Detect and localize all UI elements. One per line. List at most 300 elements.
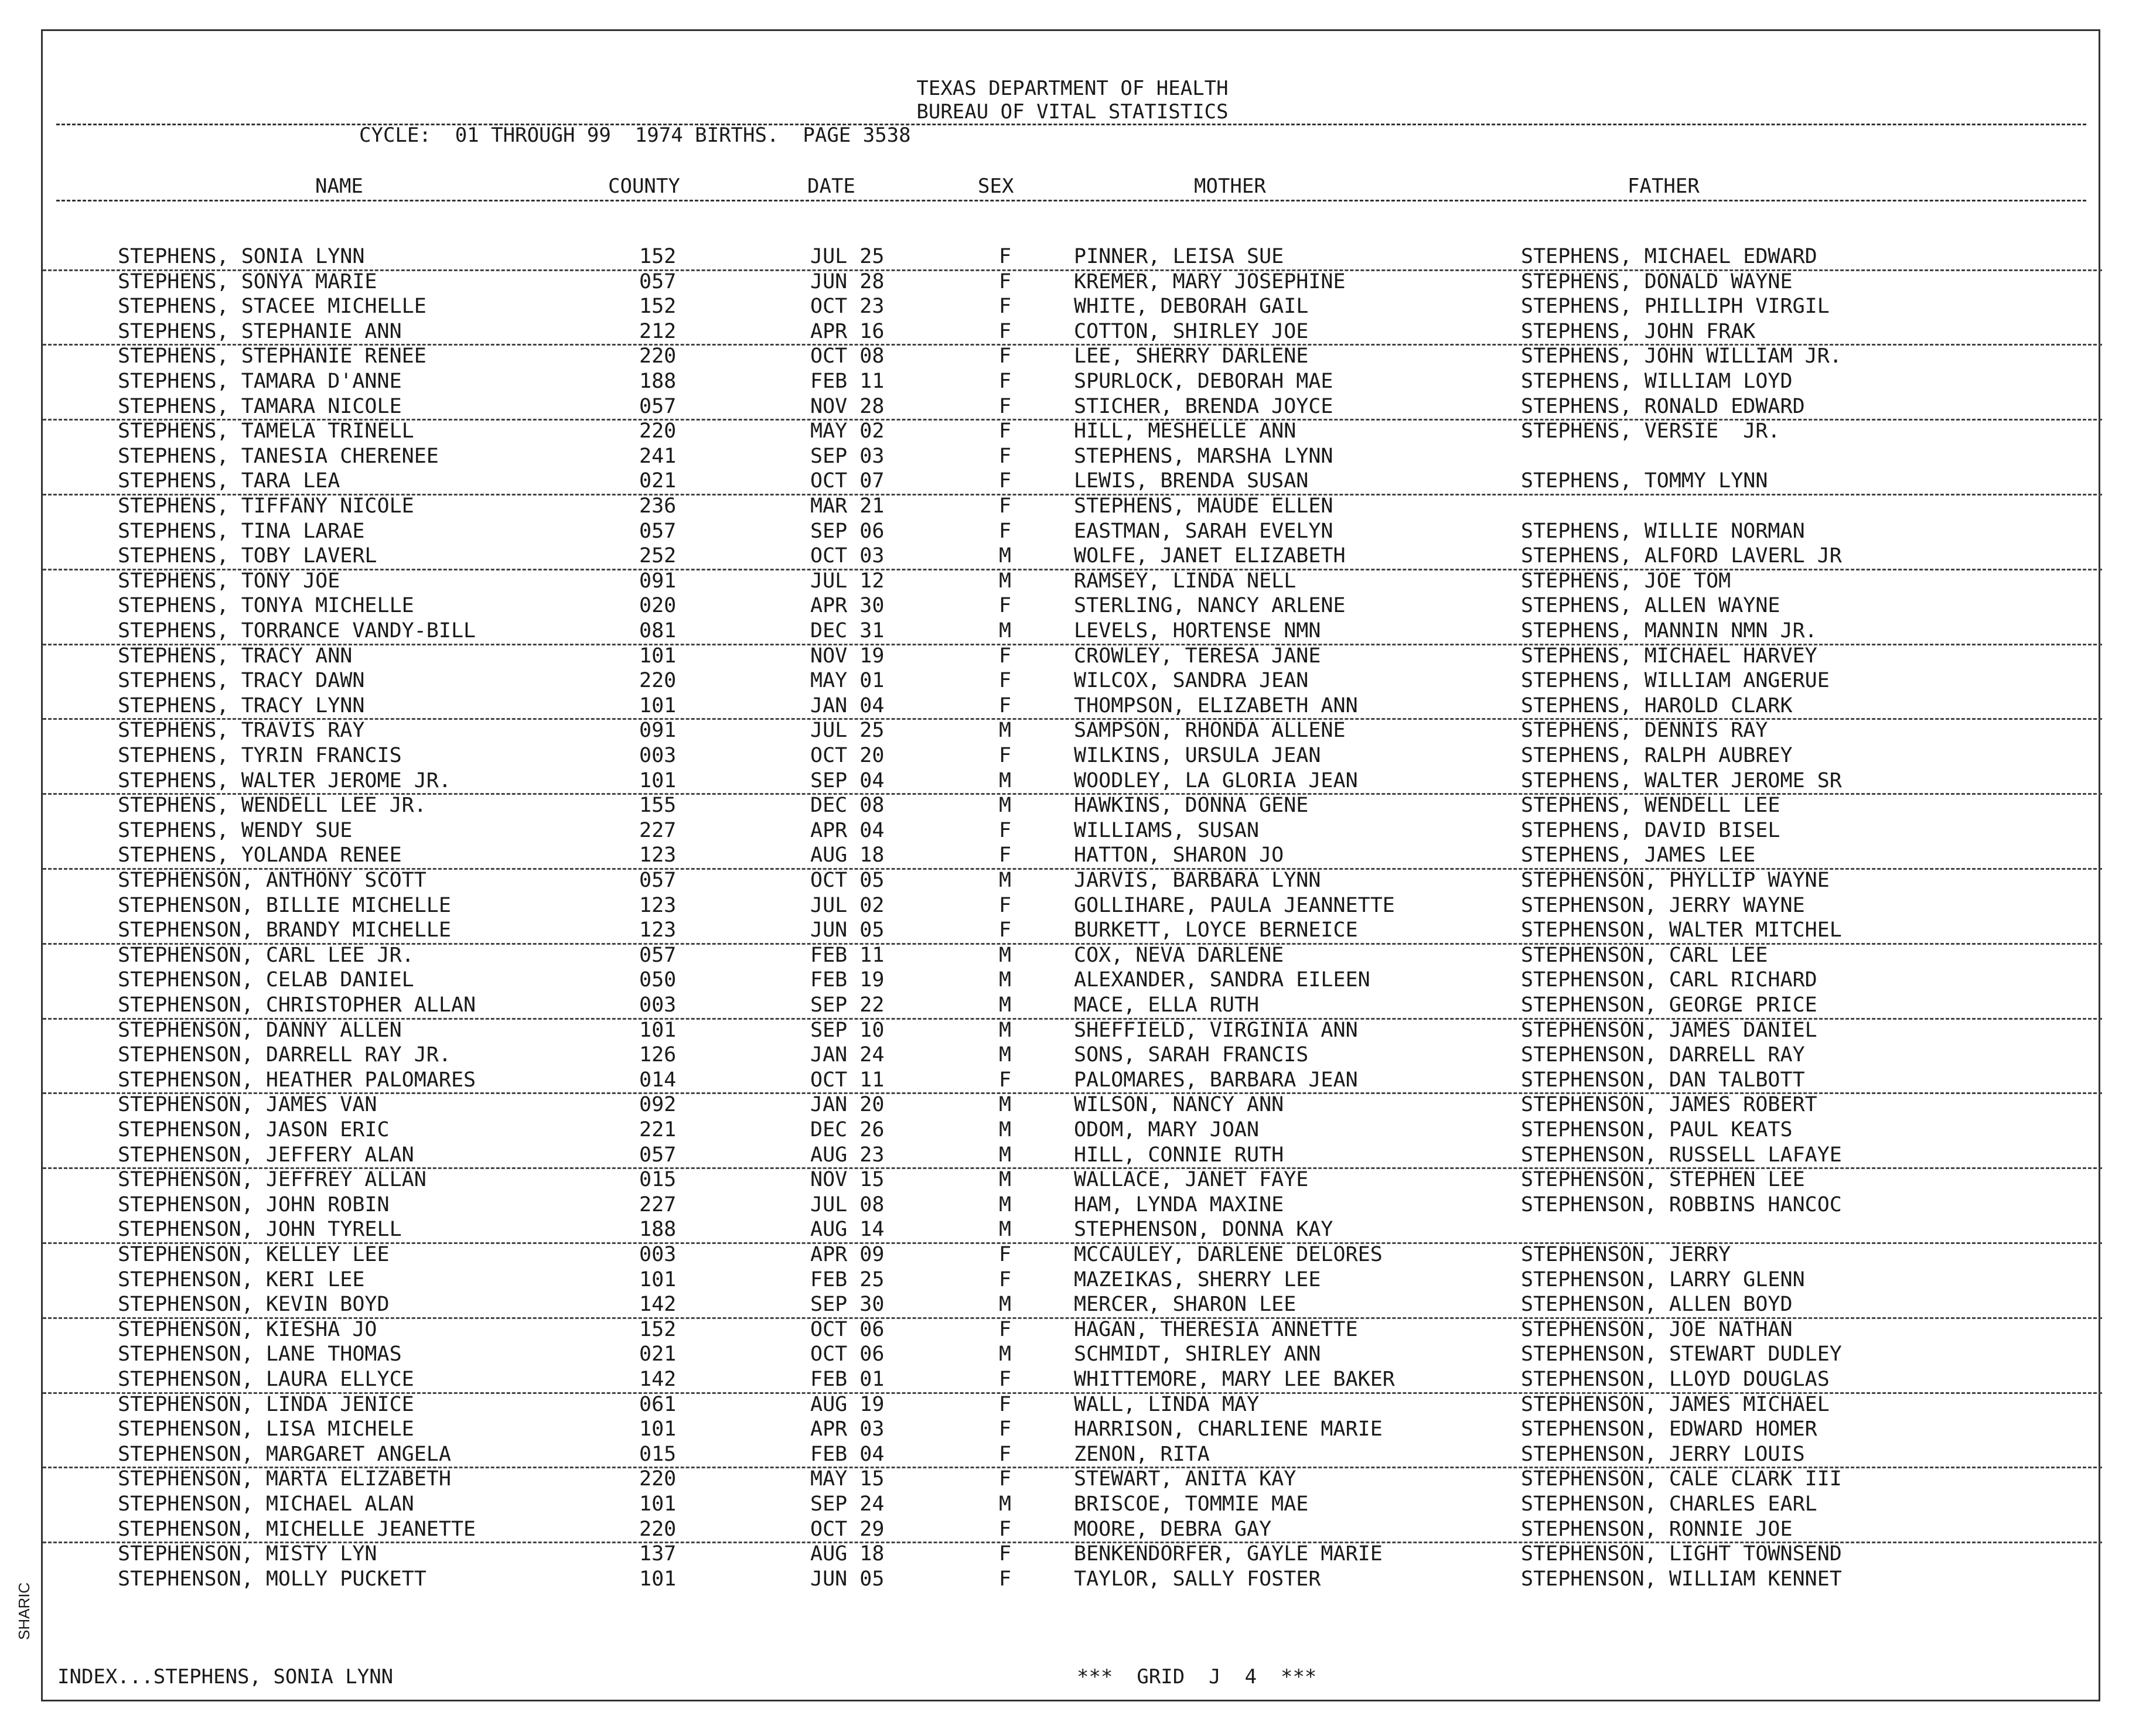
record-county: 227 (639, 818, 677, 842)
record-sex: F (999, 1243, 1012, 1266)
record-sex: M (999, 869, 1012, 892)
record-row (43, 644, 2102, 669)
record-mother: STERLING, NANCY ARLENE (1074, 594, 1346, 618)
record-father: STEPHENS, MICHAEL EDWARD (1521, 245, 1817, 268)
record-row (43, 1467, 2102, 1492)
record-sex: F (999, 469, 1012, 493)
record-name: STEPHENSON, ANTHONY SCOTT (118, 869, 427, 892)
record-row (43, 1267, 2102, 1293)
record-sex: F (999, 1267, 1012, 1291)
index-footer: INDEX...STEPHENS, SONIA LYNN (57, 1665, 394, 1689)
record-sex: F (999, 494, 1012, 518)
record-mother: COX, NEVA DARLENE (1074, 943, 1284, 967)
record-sex: F (999, 269, 1012, 293)
record-county: 188 (639, 1218, 677, 1242)
record-name: STEPHENS, WENDY SUE (118, 818, 353, 842)
record-county: 220 (639, 1467, 677, 1491)
record-mother: WILKINS, URSULA JEAN (1074, 744, 1321, 767)
record-name: STEPHENSON, JEFFERY ALAN (118, 1143, 414, 1167)
record-date: JUN 05 (810, 918, 885, 942)
record-name: STEPHENSON, JAMES VAN (118, 1093, 377, 1117)
record-date: FEB 11 (810, 943, 885, 967)
record-date: DEC 31 (810, 619, 885, 643)
record-sex: M (999, 619, 1012, 643)
record-row (43, 244, 2102, 271)
record-date: JAN 24 (810, 1043, 885, 1067)
record-date: OCT 06 (810, 1342, 885, 1366)
record-name: STEPHENSON, KERI LEE (118, 1267, 365, 1291)
record-mother: BRISCOE, TOMMIE MAE (1074, 1492, 1309, 1516)
record-name: STEPHENS, TARA LEA (118, 469, 340, 493)
record-name: STEPHENS, TYRIN FRANCIS (118, 744, 402, 767)
record-mother: WOODLEY, LA GLORIA JEAN (1074, 768, 1358, 792)
record-mother: LEE, SHERRY DARLENE (1074, 344, 1309, 368)
record-name: STEPHENSON, MARGARET ANGELA (118, 1442, 451, 1466)
record-county: 021 (639, 469, 677, 493)
record-sex: M (999, 1143, 1012, 1167)
side-mark: SHARIC (15, 1582, 33, 1640)
record-sex: M (999, 968, 1012, 992)
record-county: 057 (639, 869, 677, 892)
record-row (43, 1492, 2102, 1517)
record-sex: M (999, 768, 1012, 792)
record-mother: HILL, MESHELLE ANN (1074, 419, 1297, 443)
record-county: 221 (639, 1118, 677, 1142)
record-county: 014 (639, 1068, 677, 1092)
record-row (43, 743, 2102, 768)
record-name: STEPHENSON, DARRELL RAY JR. (118, 1043, 451, 1067)
record-sex: M (999, 1118, 1012, 1142)
record-row (43, 693, 2102, 720)
agency-title: TEXAS DEPARTMENT OF HEALTH (916, 77, 1229, 100)
col-header-sex: SEX (978, 175, 1014, 198)
record-mother: STEPHENS, MARSHA LYNN (1074, 444, 1333, 468)
record-mother: STEPHENSON, DONNA KAY (1074, 1218, 1333, 1242)
record-father: STEPHENS, ALFORD LAVERL JR (1521, 544, 1842, 568)
record-father: STEPHENSON, JOE NATHAN (1521, 1317, 1793, 1341)
record-county: 142 (639, 1293, 677, 1317)
record-date: OCT 06 (810, 1317, 885, 1341)
record-sex: M (999, 1168, 1012, 1192)
record-mother: MERCER, SHARON LEE (1074, 1293, 1297, 1317)
record-county: 101 (639, 693, 677, 717)
record-row (43, 1143, 2102, 1170)
record-name: STEPHENSON, JASON ERIC (118, 1118, 390, 1142)
record-father: STEPHENS, TOMMY LYNN (1521, 469, 1768, 493)
record-date: JUL 25 (810, 719, 885, 743)
record-father: STEPHENS, DONALD WAYNE (1521, 269, 1793, 293)
record-row (43, 768, 2102, 795)
record-date: SEP 30 (810, 1293, 885, 1317)
record-sex: F (999, 370, 1012, 393)
record-sex: F (999, 245, 1012, 268)
column-header-rule (56, 200, 2086, 201)
record-mother: HAM, LYNDA MAXINE (1074, 1192, 1284, 1216)
record-sex: F (999, 669, 1012, 693)
record-mother: JARVIS, BARBARA LYNN (1074, 869, 1321, 892)
record-name: STEPHENSON, LANE THOMAS (118, 1342, 402, 1366)
record-county: 057 (639, 1143, 677, 1167)
record-father: STEPHENSON, ROBBINS HANCOC (1521, 1192, 1842, 1216)
record-father: STEPHENS, MICHAEL HARVEY (1521, 644, 1817, 668)
record-mother: WILLIAMS, SUSAN (1074, 818, 1260, 842)
record-mother: WALL, LINDA MAY (1074, 1392, 1260, 1416)
record-row (43, 918, 2102, 945)
record-mother: STICHER, BRENDA JOYCE (1074, 394, 1333, 418)
record-mother: HAGAN, THERESIA ANNETTE (1074, 1317, 1358, 1341)
record-name: STEPHENS, STEPHANIE RENEE (118, 344, 427, 368)
record-county: 057 (639, 519, 677, 543)
record-date: SEP 04 (810, 768, 885, 792)
record-name: STEPHENS, SONYA MARIE (118, 269, 377, 293)
record-father: STEPHENS, RALPH AUBREY (1521, 744, 1793, 767)
record-father: STEPHENS, JOE TOM (1521, 569, 1731, 593)
record-father: STEPHENSON, ALLEN BOYD (1521, 1293, 1793, 1317)
record-sex: F (999, 1317, 1012, 1341)
record-sex: F (999, 444, 1012, 468)
record-county: 020 (639, 594, 677, 618)
record-mother: SAMPSON, RHONDA ALLENE (1074, 719, 1346, 743)
record-date: JUL 02 (810, 893, 885, 917)
record-date: SEP 06 (810, 519, 885, 543)
record-father: STEPHENS, DENNIS RAY (1521, 719, 1768, 743)
record-date: AUG 23 (810, 1143, 885, 1167)
record-county: 091 (639, 719, 677, 743)
record-row (43, 1517, 2102, 1544)
col-header-father: FATHER (1628, 175, 1700, 198)
record-mother: WHITTEMORE, MARY LEE BAKER (1074, 1368, 1395, 1391)
record-father: STEPHENSON, CARL RICHARD (1521, 968, 1817, 992)
record-mother: HATTON, SHARON JO (1074, 843, 1284, 867)
record-row (43, 469, 2102, 495)
record-row (43, 843, 2102, 870)
record-sex: M (999, 1018, 1012, 1042)
record-name: STEPHENSON, CELAB DANIEL (118, 968, 414, 992)
record-date: JUN 28 (810, 269, 885, 293)
record-row (43, 1167, 2102, 1192)
record-date: APR 09 (810, 1243, 885, 1266)
record-name: STEPHENS, YOLANDA RENEE (118, 843, 402, 867)
record-date: OCT 05 (810, 869, 885, 892)
record-sex: M (999, 993, 1012, 1017)
record-sex: M (999, 943, 1012, 967)
record-name: STEPHENS, TINA LARAE (118, 519, 365, 543)
record-name: STEPHENS, TRAVIS RAY (118, 719, 365, 743)
record-sex: M (999, 1342, 1012, 1366)
record-father: STEPHENS, JOHN WILLIAM JR. (1521, 344, 1842, 368)
record-date: SEP 22 (810, 993, 885, 1017)
record-county: 101 (639, 1492, 677, 1516)
col-header-county: COUNTY (608, 175, 680, 198)
record-sex: F (999, 1068, 1012, 1092)
record-name: STEPHENS, WALTER JEROME JR. (118, 768, 451, 792)
record-date: APR 04 (810, 818, 885, 842)
record-name: STEPHENSON, KIESHA JO (118, 1317, 377, 1341)
record-county: 142 (639, 1368, 677, 1391)
record-date: SEP 10 (810, 1018, 885, 1042)
record-row (43, 394, 2102, 421)
record-father: STEPHENSON, RONNIE JOE (1521, 1517, 1793, 1541)
record-row (43, 943, 2102, 968)
record-father: STEPHENS, WILLIAM ANGERUE (1521, 669, 1830, 693)
record-father: STEPHENSON, GEORGE PRICE (1521, 993, 1817, 1017)
record-father: STEPHENS, MANNIN NMN JR. (1521, 619, 1817, 643)
record-row (43, 1068, 2102, 1095)
record-sex: F (999, 693, 1012, 717)
record-sex: F (999, 1417, 1012, 1441)
record-sex: M (999, 1218, 1012, 1242)
record-name: STEPHENSON, LISA MICHELE (118, 1417, 414, 1441)
record-date: APR 16 (810, 319, 885, 343)
record-row (43, 618, 2102, 645)
record-mother: LEWIS, BRENDA SUSAN (1074, 469, 1309, 493)
record-date: SEP 24 (810, 1492, 885, 1516)
record-father: STEPHENSON, JAMES MICHAEL (1521, 1392, 1830, 1416)
col-header-mother: MOTHER (1194, 175, 1266, 198)
record-date: FEB 11 (810, 370, 885, 393)
record-name: STEPHENS, WENDELL LEE JR. (118, 794, 427, 818)
record-mother: ALEXANDER, SANDRA EILEEN (1074, 968, 1370, 992)
record-county: 123 (639, 893, 677, 917)
record-date: AUG 18 (810, 1542, 885, 1566)
record-father: STEPHENS, HAROLD CLARK (1521, 693, 1793, 717)
record-date: MAY 02 (810, 419, 885, 443)
record-name: STEPHENS, STACEE MICHELLE (118, 295, 427, 319)
record-name: STEPHENS, TAMARA NICOLE (118, 394, 402, 418)
record-name: STEPHENSON, MICHAEL ALAN (118, 1492, 414, 1516)
record-date: APR 30 (810, 594, 885, 618)
record-county: 227 (639, 1192, 677, 1216)
record-name: STEPHENSON, HEATHER PALOMARES (118, 1068, 476, 1092)
record-name: STEPHENS, STEPHANIE ANN (118, 319, 402, 343)
record-date: MAY 15 (810, 1467, 885, 1491)
record-sex: F (999, 1467, 1012, 1491)
record-row (43, 494, 2102, 519)
record-date: OCT 29 (810, 1517, 885, 1541)
record-sex: M (999, 544, 1012, 568)
record-father: STEPHENSON, JERRY WAYNE (1521, 893, 1805, 917)
record-date: FEB 19 (810, 968, 885, 992)
record-row (43, 1018, 2102, 1043)
record-name: STEPHENSON, MOLLY PUCKETT (118, 1567, 427, 1591)
record-name: STEPHENSON, KEVIN BOYD (118, 1293, 390, 1317)
record-county: 091 (639, 569, 677, 593)
record-row (43, 1442, 2102, 1469)
record-father: STEPHENSON, LIGHT TOWNSEND (1521, 1542, 1842, 1566)
record-county: 152 (639, 1317, 677, 1341)
record-sex: M (999, 1492, 1012, 1516)
record-county: 220 (639, 1517, 677, 1541)
record-mother: MACE, ELLA RUTH (1074, 993, 1260, 1017)
record-name: STEPHENS, TIFFANY NICOLE (118, 494, 414, 518)
record-name: STEPHENS, TAMARA D'ANNE (118, 370, 402, 393)
record-name: STEPHENSON, JOHN ROBIN (118, 1192, 390, 1216)
record-county: 152 (639, 295, 677, 319)
record-date: FEB 04 (810, 1442, 885, 1466)
record-father: STEPHENSON, STEPHEN LEE (1521, 1168, 1805, 1192)
record-father: STEPHENSON, LLOYD DOUGLAS (1521, 1368, 1830, 1391)
record-date: JUL 12 (810, 569, 885, 593)
record-name: STEPHENSON, MISTY LYN (118, 1542, 377, 1566)
record-mother: STEWART, ANITA KAY (1074, 1467, 1297, 1491)
record-father: STEPHENS, WILLIE NORMAN (1521, 519, 1805, 543)
record-county: 101 (639, 644, 677, 668)
record-date: JUL 08 (810, 1192, 885, 1216)
record-county: 126 (639, 1043, 677, 1067)
record-mother: ZENON, RITA (1074, 1442, 1210, 1466)
record-sex: F (999, 319, 1012, 343)
record-mother: WILCOX, SANDRA JEAN (1074, 669, 1309, 693)
record-father: STEPHENSON, PAUL KEATS (1521, 1118, 1793, 1142)
record-county: 152 (639, 245, 677, 268)
record-row (43, 1392, 2102, 1417)
record-mother: MAZEIKAS, SHERRY LEE (1074, 1267, 1321, 1291)
record-mother: SHEFFIELD, VIRGINIA ANN (1074, 1018, 1358, 1042)
record-county: 003 (639, 1243, 677, 1266)
record-sex: F (999, 344, 1012, 368)
record-sex: M (999, 569, 1012, 593)
record-mother: THOMPSON, ELIZABETH ANN (1074, 693, 1358, 717)
record-row (43, 319, 2102, 346)
record-date: JAN 04 (810, 693, 885, 717)
record-row (43, 294, 2102, 319)
record-row (43, 1342, 2102, 1367)
record-sex: F (999, 1442, 1012, 1466)
record-county: 101 (639, 1018, 677, 1042)
record-father: STEPHENSON, WALTER MITCHEL (1521, 918, 1842, 942)
record-row (43, 569, 2102, 594)
printout-frame (41, 29, 2100, 1701)
record-date: APR 03 (810, 1417, 885, 1441)
record-sex: F (999, 519, 1012, 543)
record-name: STEPHENS, SONIA LYNN (118, 245, 365, 268)
record-father: STEPHENS, WALTER JEROME SR (1521, 768, 1842, 792)
record-row (43, 1292, 2102, 1319)
record-mother: LEVELS, HORTENSE NMN (1074, 619, 1321, 643)
record-name: STEPHENS, TONY JOE (118, 569, 340, 593)
record-father: STEPHENSON, WILLIAM KENNET (1521, 1567, 1842, 1591)
record-row (43, 1317, 2102, 1342)
record-county: 123 (639, 918, 677, 942)
record-sex: M (999, 1293, 1012, 1317)
record-sex: M (999, 719, 1012, 743)
record-name: STEPHENSON, MARTA ELIZABETH (118, 1467, 451, 1491)
record-row (43, 1417, 2102, 1442)
record-row (43, 1542, 2102, 1567)
record-county: 220 (639, 669, 677, 693)
record-date: NOV 19 (810, 644, 885, 668)
record-date: DEC 26 (810, 1118, 885, 1142)
record-sex: F (999, 594, 1012, 618)
record-row (43, 519, 2102, 544)
record-date: AUG 18 (810, 843, 885, 867)
record-mother: WILSON, NANCY ANN (1074, 1093, 1284, 1117)
record-county: 137 (639, 1542, 677, 1566)
record-sex: F (999, 918, 1012, 942)
record-sex: F (999, 1392, 1012, 1416)
record-father: STEPHENSON, STEWART DUDLEY (1521, 1342, 1842, 1366)
record-father: STEPHENSON, JERRY (1521, 1243, 1731, 1266)
record-row (43, 818, 2102, 843)
record-mother: WHITE, DEBORAH GAIL (1074, 295, 1309, 319)
record-mother: WOLFE, JANET ELIZABETH (1074, 544, 1346, 568)
record-sex: M (999, 1093, 1012, 1117)
record-father: STEPHENSON, JAMES DANIEL (1521, 1018, 1817, 1042)
record-row (43, 893, 2102, 918)
record-date: NOV 28 (810, 394, 885, 418)
record-row (43, 793, 2102, 818)
record-father: STEPHENS, DAVID BISEL (1521, 818, 1780, 842)
record-name: STEPHENSON, JEFFREY ALLAN (118, 1168, 427, 1192)
record-name: STEPHENS, TRACY DAWN (118, 669, 365, 693)
record-father: STEPHENS, ALLEN WAYNE (1521, 594, 1780, 618)
record-name: STEPHENS, TOBY LAVERL (118, 544, 377, 568)
record-date: OCT 07 (810, 469, 885, 493)
record-name: STEPHENS, TANESIA CHERENEE (118, 444, 439, 468)
record-name: STEPHENSON, JOHN TYRELL (118, 1218, 402, 1242)
record-sex: F (999, 419, 1012, 443)
record-mother: TAYLOR, SALLY FOSTER (1074, 1567, 1321, 1591)
record-row (43, 1367, 2102, 1394)
record-county: 236 (639, 494, 677, 518)
record-mother: COTTON, SHIRLEY JOE (1074, 319, 1309, 343)
record-date: SEP 03 (810, 444, 885, 468)
record-date: MAY 01 (810, 669, 885, 693)
record-name: STEPHENS, TAMELA TRINELL (118, 419, 414, 443)
record-father: STEPHENS, JOHN FRAK (1521, 319, 1756, 343)
record-sex: F (999, 394, 1012, 418)
record-name: STEPHENS, TORRANCE VANDY-BILL (118, 619, 476, 643)
record-name: STEPHENSON, MICHELLE JEANETTE (118, 1517, 476, 1541)
record-father: STEPHENSON, CALE CLARK III (1521, 1467, 1842, 1491)
record-father: STEPHENSON, PHYLLIP WAYNE (1521, 869, 1830, 892)
record-father: STEPHENSON, RUSSELL LAFAYE (1521, 1143, 1842, 1167)
record-county: 050 (639, 968, 677, 992)
record-father: STEPHENSON, LARRY GLENN (1521, 1267, 1805, 1291)
record-row (43, 668, 2102, 693)
record-row (43, 1092, 2102, 1118)
record-name: STEPHENS, TONYA MICHELLE (118, 594, 414, 618)
record-mother: KREMER, MARY JOSEPHINE (1074, 269, 1346, 293)
record-county: 101 (639, 1417, 677, 1441)
record-sex: M (999, 1043, 1012, 1067)
record-date: AUG 19 (810, 1392, 885, 1416)
record-father: STEPHENSON, JAMES ROBERT (1521, 1093, 1817, 1117)
record-father: STEPHENS, WENDELL LEE (1521, 794, 1780, 818)
record-date: JUN 05 (810, 1567, 885, 1591)
record-row (43, 419, 2102, 444)
record-county: 220 (639, 419, 677, 443)
record-row (43, 444, 2102, 469)
record-name: STEPHENSON, CHRISTOPHER ALLAN (118, 993, 476, 1017)
record-date: OCT 23 (810, 295, 885, 319)
record-county: 015 (639, 1442, 677, 1466)
record-mother: ODOM, MARY JOAN (1074, 1118, 1260, 1142)
record-date: FEB 01 (810, 1368, 885, 1391)
record-father: STEPHENS, JAMES LEE (1521, 843, 1756, 867)
record-mother: EASTMAN, SARAH EVELYN (1074, 519, 1333, 543)
record-mother: GOLLIHARE, PAULA JEANNETTE (1074, 893, 1395, 917)
record-sex: M (999, 1192, 1012, 1216)
record-mother: SONS, SARAH FRANCIS (1074, 1043, 1309, 1067)
record-sex: F (999, 295, 1012, 319)
record-mother: RAMSEY, LINDA NELL (1074, 569, 1297, 593)
record-mother: BENKENDORFER, GAYLE MARIE (1074, 1542, 1383, 1566)
record-mother: MOORE, DEBRA GAY (1074, 1517, 1272, 1541)
record-county: 057 (639, 943, 677, 967)
record-row (43, 1217, 2102, 1244)
record-county: 015 (639, 1168, 677, 1192)
